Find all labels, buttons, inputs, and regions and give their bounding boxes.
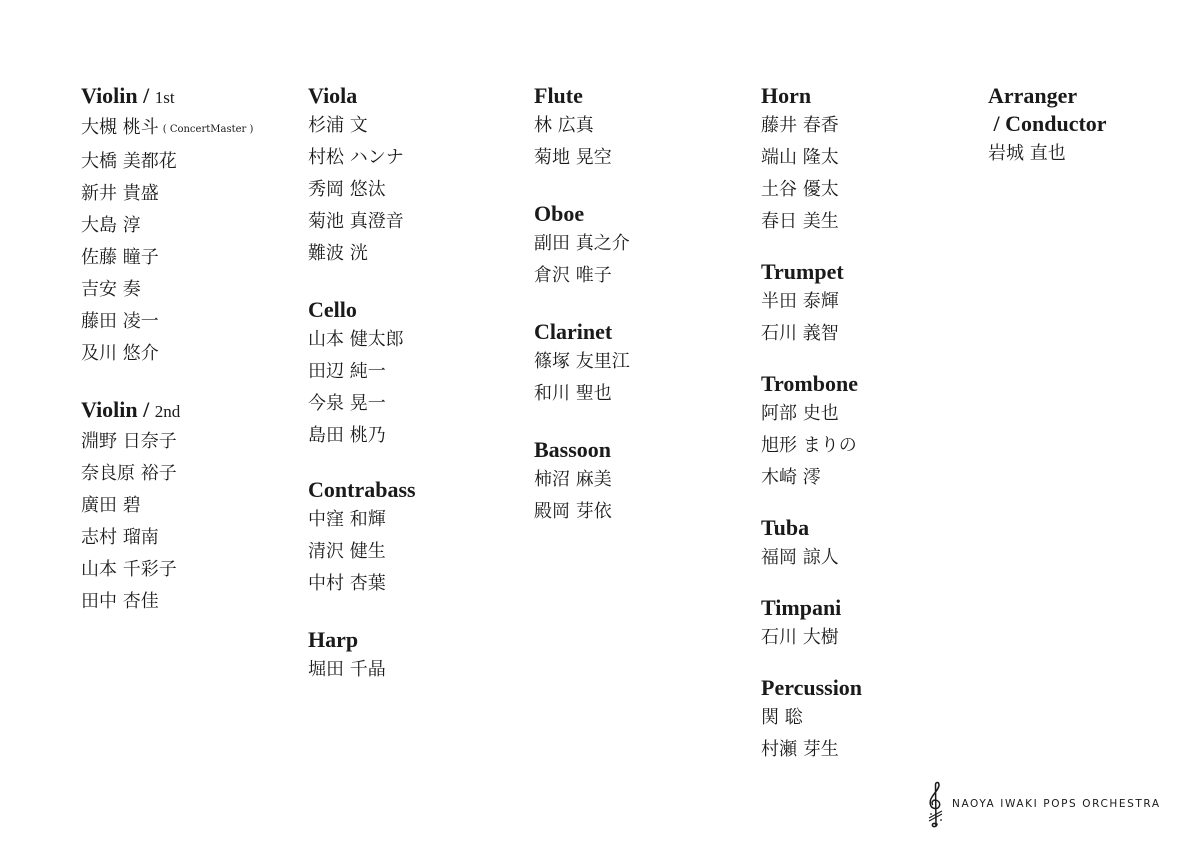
treble-clef-icon	[926, 780, 946, 828]
member-name: 及川 悠介	[81, 343, 159, 364]
member-name: 阿部 史也	[761, 403, 839, 424]
member-name: 藤井 春香	[761, 115, 839, 136]
member-name: 村瀬 芽生	[761, 739, 839, 760]
section-title: Trombone	[761, 371, 858, 396]
orchestra-logo	[926, 780, 1161, 828]
member-name: 田辺 純一	[308, 361, 386, 382]
member-name: 藤田 凌一	[81, 311, 159, 332]
section-title: Arranger	[988, 83, 1078, 108]
section-title: Viola	[308, 83, 358, 108]
section-title: Harp	[308, 627, 359, 652]
section-title: Oboe	[534, 201, 585, 226]
member-name: 島田 桃乃	[308, 425, 386, 446]
member-name: 石川 義智	[761, 323, 839, 344]
section-viola	[308, 82, 416, 270]
section-title: Timpani	[761, 595, 842, 620]
member-name: 林 広真	[534, 115, 594, 136]
section-heading	[81, 82, 253, 112]
section-title: Contrabass	[308, 477, 416, 502]
member-name: 倉沢 唯子	[534, 265, 612, 286]
member-name: 難波 洸	[308, 243, 368, 264]
member-name: 岩城 直也	[988, 143, 1066, 164]
section-title: Flute	[534, 83, 583, 108]
member-name: 和川 聖也	[534, 383, 612, 404]
section-title: Horn	[761, 83, 812, 108]
section-trumpet	[761, 258, 862, 350]
member-name: 石川 大樹	[761, 627, 839, 648]
section-violin-1st	[81, 82, 253, 370]
member-name	[81, 112, 253, 146]
section-contrabass	[308, 476, 416, 600]
section-subtitle: 2nd	[154, 402, 181, 421]
section-violin-2nd	[81, 396, 253, 618]
section-title: Clarinet	[534, 319, 613, 344]
section-harp	[308, 626, 416, 686]
member-name: 奈良原 裕子	[81, 463, 177, 484]
column-strings-low	[308, 82, 416, 686]
member-name: 佐藤 瞳子	[81, 247, 159, 268]
column-brass-percussion	[761, 82, 862, 766]
member-name: 関 聡	[761, 707, 803, 728]
section-title: Violin /	[81, 397, 155, 422]
member-name: 大橋 美都花	[81, 151, 177, 172]
member-name: 旭形 まりの	[761, 435, 857, 456]
member-name: 端山 隆太	[761, 147, 839, 168]
member-name: 福岡 諒人	[761, 547, 839, 568]
member-name: 中窪 和輝	[308, 509, 386, 530]
member-name: 土谷 優太	[761, 179, 839, 200]
member-name: 今泉 晃一	[308, 393, 386, 414]
member-name-text: 大槻 桃斗	[81, 117, 159, 138]
section-title: Percussion	[761, 675, 863, 700]
section-percussion	[761, 674, 862, 766]
member-name: 殿岡 芽依	[534, 501, 612, 522]
column-woodwinds	[534, 82, 630, 528]
section-arranger-conductor	[988, 82, 1107, 170]
member-name: 中村 杏葉	[308, 573, 386, 594]
section-timpani	[761, 594, 862, 654]
member-name: 大島 淳	[81, 215, 141, 236]
section-flute	[534, 82, 630, 174]
member-name: 村松 ハンナ	[308, 147, 404, 168]
member-name: 新井 貴盛	[81, 183, 159, 204]
member-name: 木崎 澪	[761, 467, 821, 488]
section-tuba	[761, 514, 862, 574]
section-heading	[81, 396, 253, 426]
member-name: 杉浦 文	[308, 115, 368, 136]
member-name: 春日 美生	[761, 211, 839, 232]
column-arranger-conductor	[988, 82, 1107, 170]
section-title-line-2: / Conductor	[988, 111, 1107, 136]
section-clarinet	[534, 318, 630, 410]
member-name: 廣田 碧	[81, 495, 141, 516]
member-name: 篠塚 友里江	[534, 351, 630, 372]
section-title: Tuba	[761, 515, 810, 540]
orchestra-name: NAOYA IWAKI POPS ORCHESTRA	[952, 798, 1161, 810]
member-name: 志村 瑠南	[81, 527, 159, 548]
member-name: 半田 泰輝	[761, 291, 839, 312]
column-strings-violin	[81, 82, 253, 618]
member-name: 淵野 日奈子	[81, 431, 177, 452]
section-title: Violin /	[81, 83, 155, 108]
member-name: 田中 杏佳	[81, 591, 159, 612]
member-name: 清沢 健生	[308, 541, 386, 562]
member-name: 堀田 千晶	[308, 659, 386, 680]
section-cello	[308, 296, 416, 452]
member-name: 菊池 真澄音	[308, 211, 404, 232]
member-name: 副田 真之介	[534, 233, 630, 254]
section-title: Bassoon	[534, 437, 612, 462]
section-subtitle: 1st	[154, 88, 175, 107]
member-name: 山本 千彩子	[81, 559, 177, 580]
section-title: Cello	[308, 297, 357, 322]
section-bassoon	[534, 436, 630, 528]
section-horn	[761, 82, 862, 238]
member-name: 吉安 奏	[81, 279, 141, 300]
member-name: 柿沼 麻美	[534, 469, 612, 490]
concertmaster-note: ( ConcertMaster )	[162, 124, 254, 135]
section-trombone	[761, 370, 862, 494]
member-name: 菊地 晃空	[534, 147, 612, 168]
section-title: Trumpet	[761, 259, 844, 284]
section-oboe	[534, 200, 630, 292]
member-name: 秀岡 悠汰	[308, 179, 386, 200]
member-name: 山本 健太郎	[308, 329, 404, 350]
